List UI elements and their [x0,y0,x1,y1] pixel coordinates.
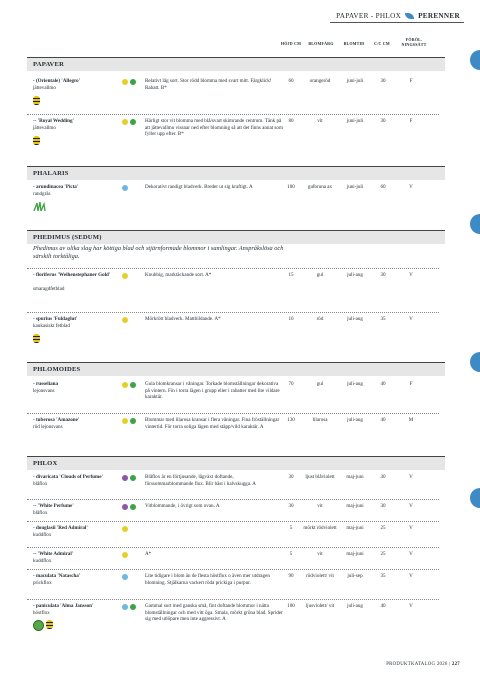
bee-icon [33,334,40,343]
bee-icon [46,620,53,629]
shade-icon [122,185,128,191]
header-right: PERENNER [418,12,460,20]
sun-icon [122,552,128,558]
side-tab [470,50,480,70]
bloom-time: maj-juni [346,525,364,531]
light-icons [122,185,128,191]
propagation: F [409,118,413,124]
bloom-time: juli-sep [347,573,363,579]
light-icons [122,317,128,323]
shade-icon [122,574,128,580]
header-left: PAPAVER - PHLOX [336,12,402,20]
flower-color: mörkt rödviolett [303,525,337,531]
col-cc: C/C CM [374,41,390,46]
page-footer: PRODUKTKATALOG 2026 | 227 [386,662,460,667]
description: Blommar med lilarosa kransar i flera våningar. Fina fröställningar vintertid. För torra soliga lägen med stäpp/vild karaktär. A [145,417,280,430]
light-icons [122,526,128,532]
halfshade-icon [130,504,136,510]
bee-icon [33,136,40,145]
spacing: 40 [380,603,386,609]
leaf-icon [405,13,414,19]
flower-color: vit [317,551,323,557]
height: 30 [288,503,294,509]
description: Härligt stor vit blomma med blå/svart skimrande centrum. Tänk på att jättevallmo vissnar ned efter blomning så att det finns annat som fyller upp efter. B* [145,118,283,138]
bloom-time: juli-aug [347,381,363,387]
bloom-time: maj-juni [346,474,364,480]
sun-icon [122,382,128,388]
swedish-name: kaukasiskt fetblad [33,323,70,329]
light-icons [122,273,128,279]
halfshade-icon [130,418,136,424]
light-icons [122,504,136,510]
spacing: 60 [380,184,386,190]
bloom-time: juni-juli [346,118,364,124]
description: Relativt låg sort. Stor rödd blomma med svart mitt. Färgklick! Rabatt. B* [145,78,272,91]
page-number: 227 [451,662,460,667]
swedish-name: kuddflox [33,532,52,538]
bloom-time: juni-juli [346,184,364,190]
col-prop: FÖRÖL. NINGSSÄTT [401,37,427,47]
plant-name: - spurius 'Fuldaglut' [33,316,78,322]
swedish-name: blåflox [33,510,48,516]
catalog-label: PRODUKTKATALOG 2026 [386,662,448,667]
flower-color: ljust blåviolett [305,474,335,480]
bloom-time: maj-juni [346,551,364,557]
halfshade-icon [130,604,136,610]
halfshade-icon [130,475,136,481]
halfshade-icon [130,119,136,125]
plant-name: - douglasii 'Red Admiral' [33,525,88,531]
light-icons [122,418,136,424]
swedish-name: röd lejonsvans [33,424,63,430]
description: Gula blomkransar i våningar. Torkade blomställningar dekorativa på vintern. Fin i torra lägen i grupp eller i rabatter med lite vildare karaktär. [145,381,280,401]
sun-icon [122,119,128,125]
flower-color: lilarosa [312,417,328,423]
light-icons [122,475,136,481]
description: Vitblommande, i övrigt som ovan. A [145,503,220,509]
sun-icon [122,526,128,532]
grass-icon [33,202,47,211]
flower-color: gulbruna ax [307,184,333,190]
side-tab [470,488,480,508]
height: 10 [288,316,294,322]
spacing: 35 [380,316,386,322]
propagation: F [409,78,413,84]
propagation: V [409,503,413,509]
flower-color: vit [317,118,323,124]
flower-color: gul [316,381,324,387]
plant-name: -- 'Royal Wedding' [33,118,74,124]
light-icons [122,119,136,125]
description: Lite tidigare i blom än de flesta höstflox o även mer utdragen blomning. Stjälkarna vackert röda prickiga i purpur. [145,573,270,586]
section-title: PHALARIS [27,166,445,180]
flower-color: ljusviolett/ vit [305,603,335,609]
section-intro: Phedimus av olika slag har köttiga blad och stjärnformade blommor i samlingar. Anspråkslösa och särskilt torktåliga. [33,245,284,261]
height: 90 [288,573,294,579]
description: Gammal sort med ganska små, fint doftande blommor i nätta blomställningar och med vitt öga. Smala, mörkt gröna blad. Sprider sig med utlöpare men inte aggressivt. A [145,603,283,623]
col-color: BLOMFÄRG [308,41,334,46]
description: Knubbig, marktäckande sort. A* [145,272,212,278]
section-title: PHEDIMUS (SEDUM) [27,230,445,244]
swedish-name: blåflox [33,481,48,487]
propagation: V [409,603,413,609]
swedish-name: smaragdfetblad [33,286,65,292]
swedish-name: randgräs [33,191,51,197]
light-icons [122,604,136,610]
plant-name: - tuberosa 'Amazone' [33,417,80,423]
plant-name: - russeliana [33,381,59,387]
height: 70 [288,381,294,387]
height: 80 [288,118,294,124]
propagation: M [408,417,414,423]
swedish-name: prickflox [33,580,52,586]
spacing: 30 [380,78,386,84]
spacing: 30 [380,118,386,124]
plant-name: - maculata 'Natascha' [33,573,81,579]
propagation: V [409,573,413,579]
swedish-name: kuddflox [33,558,52,564]
propagation: F [409,381,413,387]
bloom-time: juli-aug [347,272,363,278]
shade-icon [122,475,128,481]
light-icons [122,79,136,85]
light-icons [122,574,128,580]
plant-name: -- 'White Perfume' [33,503,74,509]
halfshade-icon [130,79,136,85]
col-time: BLOMTID [343,41,365,46]
bee-icon [33,96,40,105]
sun-icon [122,273,128,279]
plant-name: - paniculata 'Alma Jansson' [33,603,94,609]
plant-name: -- 'White Admiral' [33,551,74,557]
spacing: 25 [380,525,386,531]
flower-color: röd [316,316,324,322]
spacing: 40 [380,381,386,387]
description: Blåflox är en förtjusande, lågväxt doftande, förssommarblommande flox. Blir bäst i halvskugga. A [145,474,256,487]
bloom-time: juli-aug [347,417,363,423]
bloom-time: juli-aug [347,603,363,609]
spacing: 35 [380,573,386,579]
plant-name: - divaricata 'Clouds of Perfume' [33,474,103,480]
sun-icon [122,418,128,424]
spacing: 30 [380,272,386,278]
sun-icon [122,317,128,323]
side-tab [470,214,480,234]
spacing: 40 [380,417,386,423]
light-icons [122,382,136,388]
swedish-name: jättevallmo [33,125,56,131]
bloom-time: maj-juni [346,503,364,509]
bloom-time: juni-juli [346,78,364,84]
swedish-name: jättevallmo [33,85,56,91]
height: 5 [289,525,293,531]
section-title: PHLOMOIDES [27,362,445,376]
propagation: V [409,474,413,480]
spacing: 30 [380,474,386,480]
light-icons [122,552,128,558]
description: Dekorativt randigt bladverk. Breder ut sig kraftigt. A [145,184,253,190]
sun-icon [122,79,128,85]
height: 60 [288,78,294,84]
swedish-name: lejonsvans [33,388,55,394]
description: Mörkrött bladverk. Mattbildande. A* [145,316,221,322]
height: 130 [287,417,295,423]
swedish-name: höstflox [33,610,50,616]
height: 100 [287,603,295,609]
propagation: V [409,184,413,190]
flower-color: rödviolett/ vit [306,573,334,579]
propagation: V [409,316,413,322]
section-title: PAPAVER [27,57,445,71]
shade-icon [122,504,128,510]
spacing: 25 [380,551,386,557]
plant-name: - floriferus 'Weihenstephaner Gold' [33,272,111,278]
col-height: HÖJD CM [280,41,302,46]
height: 30 [288,474,294,480]
section-title: PHLOX [27,456,445,470]
height: 100 [287,184,295,190]
bloom-time: juli-aug [347,316,363,322]
flower-color: orangeröd [309,78,331,84]
height: 5 [289,551,293,557]
propagation: V [409,551,413,557]
flower-color: gul [316,272,324,278]
plant-name: - (Orientale) 'Allegro' [33,78,81,84]
height: 15 [288,272,294,278]
propagation: V [409,525,413,531]
fragrance-icon [33,620,44,631]
page-header [336,12,460,20]
halfshade-icon [130,382,136,388]
shade-icon [122,604,128,610]
description: A* [145,551,152,557]
plant-name: - arundinacea 'Picta' [33,184,79,190]
spacing: 30 [380,503,386,509]
propagation: V [409,272,413,278]
side-tab [470,352,480,372]
flower-color: vit [317,503,323,509]
